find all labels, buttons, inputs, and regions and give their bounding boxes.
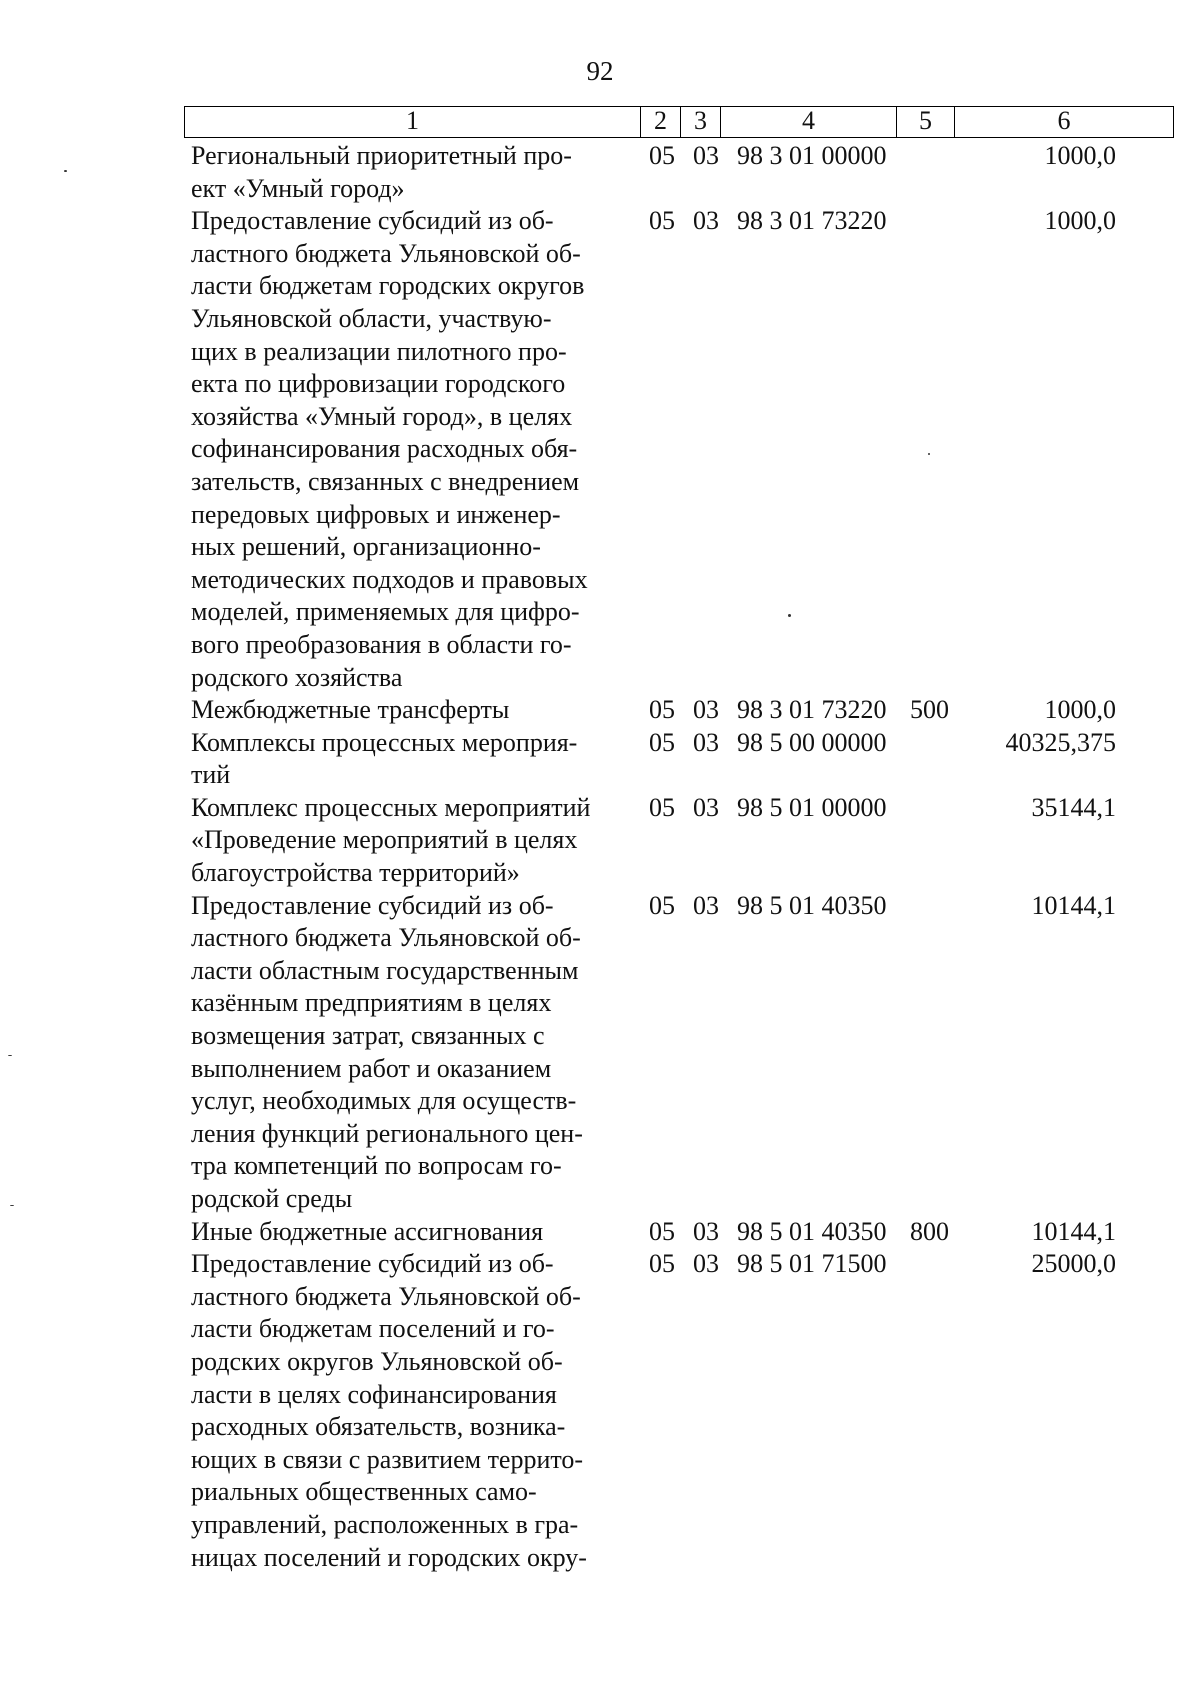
table-row (0, 140, 1200, 205)
table-row (0, 1216, 1200, 1249)
scan-speck (8, 1055, 12, 1056)
row-section-code: 05 (649, 1249, 675, 1279)
table-row (0, 694, 1200, 727)
column-header-5: 5 (897, 107, 955, 137)
row-section-code: 05 (649, 141, 675, 170)
table-row (0, 890, 1200, 1216)
row-section-code: 05 (649, 1216, 675, 1246)
column-header-6: 6 (1057, 106, 1071, 135)
column-header-4: 4 (721, 107, 897, 137)
row-expense-type: 500 (910, 695, 949, 725)
row-description: Иные бюджетные ассигнования (191, 1216, 544, 1246)
row-description: Предоставление субсидий из об- ластного бюджета Ульяновской об- ласти бюджетам городских округов Ульяновской области, участвую- щих в реализации пилотного про- екта по цифровизации городского хозяйства «Умный город», в целях софинансирования расходных обя- зательств, связанных с внедрением передовых цифровых и инженер- ных решений, организационно- методических подходов и правовых моделей, применяемых для цифро- вого преобразования в области го- родского хозяйства (191, 206, 588, 692)
row-description: Предоставление субсидий из об- ластного бюджета Ульяновской об- ласти областным государственным казённым предприятиям в целях возмещения затрат, связанных с выполнением работ и оказанием услуг, необходимых для осуществ- ления функций регионального цен- тра компетенций по вопросам го- родской среды (191, 890, 583, 1213)
row-section-code: 05 (649, 890, 675, 920)
row-section-code: 05 (649, 695, 675, 725)
row-amount: 1000,0 (1044, 141, 1116, 170)
row-subsection-code: 03 (693, 695, 719, 725)
row-target-article: 98 5 01 00000 (737, 792, 887, 822)
scan-speck (928, 453, 930, 455)
row-target-article: 98 3 01 73220 (737, 206, 887, 236)
row-target-article: 98 5 01 71500 (737, 1249, 887, 1279)
row-subsection-code: 03 (693, 141, 719, 170)
row-description: Межбюджетные трансферты (191, 695, 510, 725)
row-target-article: 98 5 00 00000 (737, 727, 887, 757)
scan-speck (64, 170, 67, 172)
row-target-article: 98 5 01 40350 (737, 1216, 887, 1246)
row-subsection-code: 03 (693, 890, 719, 920)
row-subsection-code: 03 (693, 1249, 719, 1279)
row-description: Региональный приоритетный про- ект «Умный город» (191, 141, 572, 203)
row-expense-type: 800 (910, 1216, 949, 1246)
page-number: 92 (586, 56, 614, 86)
row-amount: 1000,0 (1044, 695, 1116, 725)
row-amount: 10144,1 (1031, 890, 1116, 920)
row-section-code: 05 (649, 727, 675, 757)
row-description: Комплекс процессных мероприятий «Проведение мероприятий в целях благоустройства территорий» (191, 792, 591, 888)
row-subsection-code: 03 (693, 206, 719, 236)
row-target-article: 98 3 01 00000 (737, 141, 887, 170)
column-header-row (184, 106, 1174, 138)
row-section-code: 05 (649, 206, 675, 236)
scan-speck (788, 614, 791, 617)
row-amount: 40325,375 (1005, 727, 1116, 757)
row-target-article: 98 5 01 40350 (737, 890, 887, 920)
table-row (0, 205, 1200, 694)
scan-speck (10, 1205, 14, 1206)
table-row (0, 727, 1200, 792)
table-row (0, 792, 1200, 890)
row-description: Предоставление субсидий из об- ластного бюджета Ульяновской об- ласти бюджетам поселений и го- родских округов Ульяновской об- ласти в целях софинансирования расходных обязательств, возника- ющих в связи с развитием террито- риальных общественных само- управлений, расположенных в гра- ницах поселений и городских окру- (191, 1249, 587, 1572)
row-subsection-code: 03 (693, 792, 719, 822)
column-header-2: 2 (641, 107, 681, 137)
row-amount: 35144,1 (1031, 792, 1116, 822)
row-amount: 10144,1 (1031, 1216, 1116, 1246)
column-header-3: 3 (681, 107, 721, 137)
row-target-article: 98 3 01 73220 (737, 695, 887, 725)
row-subsection-code: 03 (693, 1216, 719, 1246)
column-header-1: 1 (185, 107, 641, 137)
row-amount: 25000,0 (1031, 1249, 1116, 1279)
table-row (0, 1248, 1200, 1574)
row-section-code: 05 (649, 792, 675, 822)
row-description: Комплексы процессных мероприя- тий (191, 727, 578, 790)
budget-table-body (0, 140, 1200, 1574)
row-amount: 1000,0 (1044, 206, 1116, 236)
row-subsection-code: 03 (693, 727, 719, 757)
